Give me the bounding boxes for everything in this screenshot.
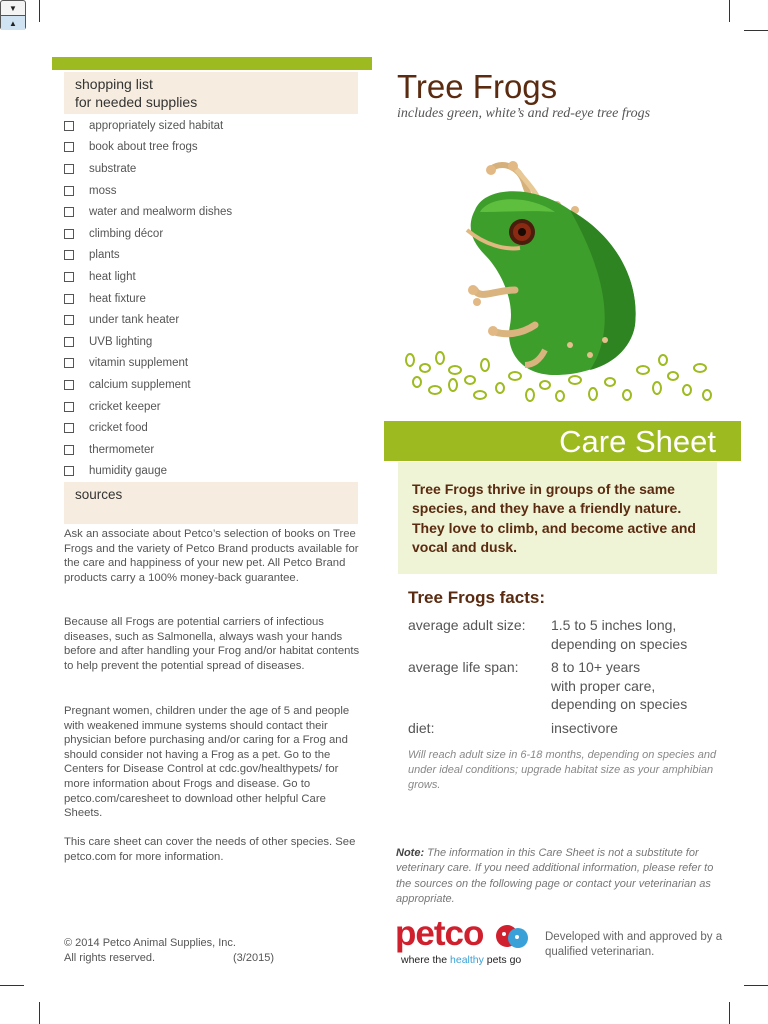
crop-mark (39, 1002, 40, 1024)
checklist-item-label: plants (89, 249, 120, 262)
page-title: Tree Frogs (397, 68, 558, 105)
checkbox-icon[interactable] (64, 466, 74, 476)
fact-row (408, 616, 728, 653)
checklist-item (64, 309, 364, 331)
shopping-list-title: shopping list for needed supplies (75, 76, 198, 110)
accent-bar (52, 57, 372, 70)
copyright-line: © 2014 Petco Animal Supplies, Inc. (64, 937, 236, 949)
fact-row (408, 719, 728, 738)
checklist-item-label: heat fixture (89, 292, 146, 305)
checkbox-icon[interactable] (64, 380, 74, 390)
checklist-item-label: appropriately sized habitat (89, 119, 224, 132)
checkbox-icon[interactable] (64, 315, 74, 325)
checklist-item (64, 288, 364, 310)
checkbox-icon[interactable] (64, 272, 74, 282)
checklist-item-label: vitamin supplement (89, 357, 189, 370)
checkbox-icon[interactable] (64, 337, 74, 347)
logo-tagline: where the healthy pets go (401, 954, 522, 966)
checklist-item-label: cricket food (89, 422, 148, 435)
checkbox-icon[interactable] (64, 164, 74, 174)
crop-mark (729, 1002, 730, 1024)
checklist-item (64, 374, 364, 396)
sources-title: sources (75, 487, 123, 502)
fact-row (408, 658, 728, 714)
fact-value-line: depending on species (551, 635, 688, 652)
crop-mark (744, 30, 768, 31)
checklist-item-label: water and mealworm dishes (89, 206, 233, 219)
checkbox-icon[interactable] (64, 229, 74, 239)
checkbox-icon[interactable] (64, 121, 74, 131)
checkbox-icon[interactable] (64, 186, 74, 196)
veterinary-note (396, 846, 716, 907)
fact-value-line: 8 to 10+ years (551, 659, 641, 676)
checklist-item (64, 115, 364, 137)
crop-mark (0, 985, 24, 986)
fact-value (551, 616, 728, 653)
checkbox-icon[interactable] (64, 294, 74, 304)
checklist-item (64, 245, 364, 267)
checklist-item (64, 331, 364, 353)
checkbox-icon[interactable] (64, 142, 74, 152)
checklist-item (64, 461, 364, 483)
checklist-item-label: calcium supplement (89, 378, 191, 391)
scroll-down-icon[interactable]: ▼ (9, 3, 17, 13)
checklist-item-label: substrate (89, 162, 137, 175)
checklist-item (64, 158, 364, 180)
checklist-item-label: humidity gauge (89, 465, 167, 478)
checklist-item-label: heat light (89, 270, 136, 283)
logo-wordmark: petco (395, 914, 484, 953)
checklist-item (64, 137, 364, 159)
checklist-item-label: UVB lighting (89, 335, 153, 348)
shopping-checklist (64, 115, 364, 482)
fact-value-line: depending on species (551, 696, 688, 713)
checklist-item-label: thermometer (89, 443, 155, 456)
tree-frog-image (395, 150, 725, 410)
sources-paragraph: Ask an associate about Petco’s selection of books on Tree Frogs and the variety of Petco Brand products available for the care and happiness of your new pet. All Petco Brand products carry a 100% money-back guarantee. (64, 528, 359, 584)
note-text: The information in this Care Sheet is not a substitute for veterinary care. If you need additional information, please refer to the sources on the following page or contact your veterinarian as appropriate. (396, 847, 714, 905)
checklist-item (64, 396, 364, 418)
checkbox-icon[interactable] (64, 358, 74, 368)
checklist-item-label: climbing décor (89, 227, 164, 240)
checklist-item-label: cricket keeper (89, 400, 161, 413)
checklist-item-label: book about tree frogs (89, 141, 198, 154)
scroll-up-icon[interactable]: ▲ (1, 15, 25, 30)
checklist-item (64, 266, 364, 288)
checklist-item (64, 180, 364, 202)
checkbox-icon[interactable] (64, 250, 74, 260)
fact-value (551, 658, 728, 714)
copyright (64, 936, 274, 965)
care-sheet-title: Care Sheet (559, 424, 716, 459)
page-scroll-control[interactable] (0, 0, 26, 30)
fact-value-line: insectivore (551, 719, 618, 736)
checkbox-icon[interactable] (64, 207, 74, 217)
fact-value (551, 719, 728, 738)
checklist-item (64, 439, 364, 461)
petco-logo[interactable] (395, 914, 535, 970)
fact-label: average adult size: (408, 617, 526, 633)
other-species-paragraph: This care sheet can cover the needs of other species. See petco.com for more information. (64, 836, 356, 863)
note-label: Note: (396, 847, 425, 859)
checkbox-icon[interactable] (64, 402, 74, 412)
fact-label: diet: (408, 719, 435, 736)
facts-footnote: Will reach adult size in 6-18 months, depending on species and under ideal conditions; upgrade habitat size as your amphibian grows. (408, 749, 717, 791)
checklist-item (64, 223, 364, 245)
checklist-item-label: moss (89, 184, 117, 197)
facts-table (408, 616, 728, 743)
crop-mark (729, 0, 730, 22)
fact-value-line: with proper care, (551, 677, 656, 694)
page-subtitle: includes green, white’s and red-eye tree frogs (397, 106, 651, 121)
vet-approval-text: Developed with and approved by a qualified veterinarian. (545, 931, 723, 958)
facts-title: Tree Frogs facts: (408, 588, 545, 607)
rights-reserved: All rights reserved. (64, 951, 156, 964)
crop-mark (744, 985, 768, 986)
checklist-item (64, 417, 364, 439)
checkbox-icon[interactable] (64, 445, 74, 455)
checkbox-icon[interactable] (64, 423, 74, 433)
revision-date: (3/2015) (233, 951, 274, 964)
checklist-item (64, 201, 364, 223)
intro-box (398, 462, 717, 574)
checklist-item (64, 353, 364, 375)
pet-mascot-icon (493, 916, 531, 954)
infection-warning-paragraph: Because all Frogs are potential carriers of infectious diseases, such as Salmonella, always wash your hands before and after handling your Frog and/or habitat contents to help prevent the potential spread of diseases. (64, 616, 360, 672)
fact-label: average life span: (408, 659, 519, 676)
care-sheet-banner (384, 421, 741, 461)
checklist-item-label: under tank heater (89, 314, 180, 327)
fact-value-line: 1.5 to 5 inches long, (551, 617, 677, 633)
health-warning-paragraph: Pregnant women, children under the age of 5 and people with weakened immune systems should contact their physician before purchasing and/or caring for a Frog and should consider not having a Frog as a pet. Go to the Centers for Disease Control at cdc.gov/healthypets/ for more information about Frogs and disease. Go to petco.com/caresheet to download other helpful Care Sheets. (64, 705, 350, 820)
crop-mark (39, 0, 40, 22)
intro-text: Tree Frogs thrive in groups of the same species, and they have a friendly nature. They love to climb, and become active and vocal and dusk. (412, 481, 696, 555)
